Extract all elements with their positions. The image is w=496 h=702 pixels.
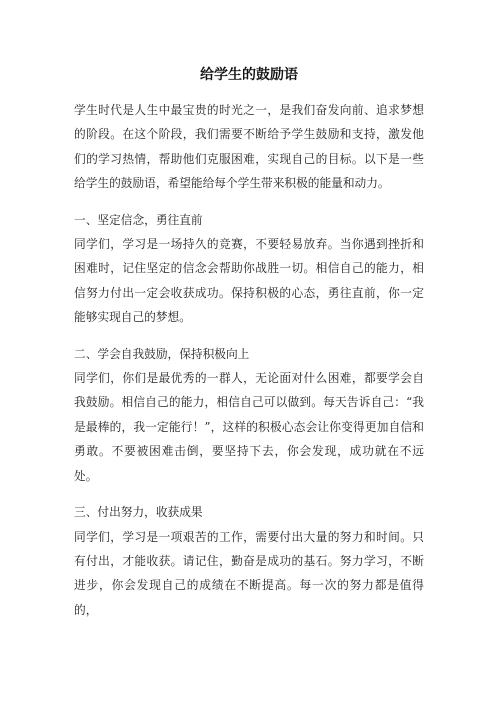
section-heading: 一、坚定信念，勇往直前 (74, 212, 203, 227)
section-heading: 二、学会自我鼓励，保持积极向上 (74, 346, 250, 361)
section-body: 同学们，学习是一项艰苦的工作，需要付出大量的努力和时间。只有付出，才能收获。请记住，勤奋是成功的基石。努力学习，不断进步，你会发现自己的成绩在不断提高。每一次的努力都是值得的， (74, 529, 424, 617)
section-3 (74, 500, 424, 622)
section-body: 同学们，学习是一场持久的竞赛，不要轻易放弃。当你遇到挫折和困难时，记住坚定的信念会帮助你战胜一切。相信自己的能力，相信努力付出一定会收获成功。保持积极的心态，勇往直前，你一定能够实现自己的梦想。 (74, 237, 424, 325)
section-2 (74, 342, 424, 488)
intro-paragraph: 学生时代是人生中最宝贵的时光之一，是我们奋发向前、追求梦想的阶段。在这个阶段，我们需要不断给予学生鼓励和支持，激发他们的学习热情，帮助他们克服困难，实现自己的目标。以下是一些给学生的鼓励语，希望能给每个学生带来积极的能量和动力。 (74, 103, 424, 191)
section-1 (74, 208, 424, 330)
section-heading: 三、付出努力，收获成果 (74, 505, 203, 520)
document-title: 给学生的鼓励语 (200, 67, 298, 83)
section-body: 同学们，你们是最优秀的一群人，无论面对什么困难，都要学会自我鼓励。相信自己的能力，相信自己可以做到。每天告诉自己：“我是最棒的，我一定能行！”，这样的积极心态会让你变得更加自信和勇敢。不要被困难击倒，要坚持下去，你会发现，成功就在不远处。 (74, 371, 424, 483)
